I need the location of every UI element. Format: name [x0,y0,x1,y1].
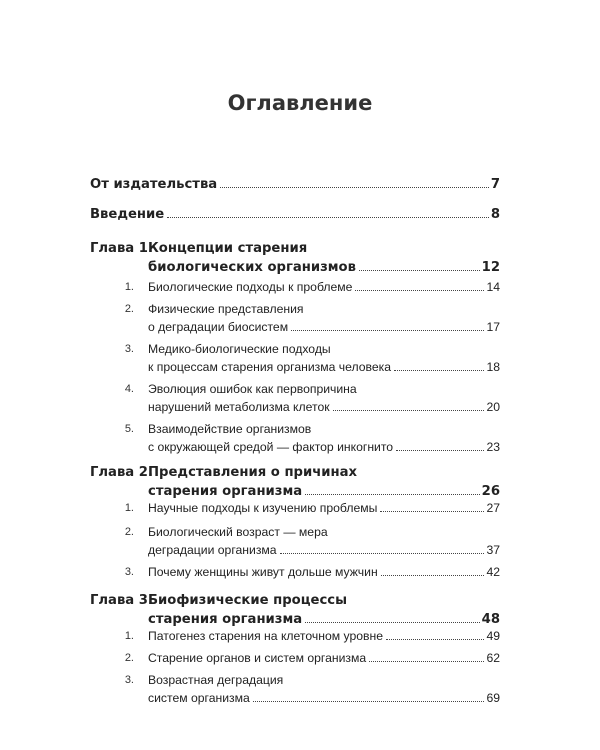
page-number: 27 [486,501,500,515]
dot-leader [359,270,480,271]
page-number: 48 [481,612,500,627]
chapter-label: Глава 3. [90,593,153,608]
section-number: 3. [124,674,134,686]
section-number: 3. [124,343,134,355]
page-number: 26 [481,484,500,499]
page-number: 37 [486,543,500,557]
entry-title: Старение органов и систем организма [148,651,367,665]
entry-title: с окружающей средой — фактор инкогнито [148,440,394,454]
dot-leader [386,639,484,640]
entry-title: Введение [90,207,165,222]
entry-title: биологических организмов [148,260,356,275]
chapter-title[interactable]: Биофизические процессы [148,593,348,608]
section-number: 1. [124,281,134,293]
section-title[interactable]: Эволюция ошибок как первопричина [148,382,357,396]
page-number: 8 [490,207,500,222]
section-title[interactable]: Возрастная деградация [148,673,284,687]
entry-title: о деградации биосистем [148,320,289,334]
page-number: 69 [486,691,500,705]
entry-title: Биологические подходы к проблеме [148,280,353,294]
entry-title: деградации организма [148,543,277,557]
section-number: 1. [124,630,134,642]
dot-leader [167,217,489,218]
page-number: 12 [481,260,500,275]
page-title: Оглавление [227,91,373,115]
entry-title: нарушений метаболизма клеток [148,400,330,414]
page-number: 49 [486,629,500,643]
toc-entry-section[interactable] [148,565,500,579]
toc-entry-section[interactable] [148,543,500,557]
section-title[interactable]: Взаимодействие организмов [148,422,312,436]
toc-entry-section[interactable] [148,440,500,454]
entry-title: старения организма [148,612,303,627]
page-number: 23 [486,440,500,454]
section-number: 4. [124,383,134,395]
dot-leader [355,290,484,291]
dot-leader [291,330,484,331]
entry-title: Почему женщины живут дольше мужчин [148,565,378,579]
toc-entry-section[interactable] [148,691,500,705]
dot-leader [305,622,480,623]
dot-leader [333,410,485,411]
page-number: 20 [486,400,500,414]
entry-title: Научные подходы к изучению проблемы [148,501,378,515]
dot-leader [394,370,484,371]
toc-entry-section[interactable] [148,629,500,643]
page-number: 7 [490,177,500,192]
chapter-title[interactable]: Концепции старения [148,241,308,256]
toc-entry-section[interactable] [148,320,500,334]
section-number: 5. [124,423,134,435]
toc-entry-section[interactable] [148,501,500,515]
toc-entry-front[interactable] [90,207,500,222]
section-number: 1. [124,502,134,514]
toc-entry-section[interactable] [148,651,500,665]
page-number: 14 [486,280,500,294]
toc-entry-section[interactable] [148,360,500,374]
section-title[interactable]: Биологический возраст — мера [148,525,328,539]
chapter-label: Глава 2. [90,465,153,480]
dot-leader [280,553,485,554]
toc-entry-section[interactable] [148,280,500,294]
dot-leader [380,511,484,512]
dot-leader [396,450,484,451]
chapter-title[interactable]: Представления о причинах [148,465,358,480]
chapter-label: Глава 1. [90,241,153,256]
entry-title: Патогенез старения на клеточном уровне [148,629,383,643]
toc-entry-front[interactable] [90,177,500,192]
page-number: 17 [486,320,500,334]
toc-entry-chapter[interactable] [148,612,500,627]
section-number: 3. [124,566,134,578]
dot-leader [381,575,485,576]
dot-leader [305,494,480,495]
entry-title: к процессам старения организма человека [148,360,392,374]
entry-title: систем организма [148,691,250,705]
section-title[interactable]: Физические представления [148,302,304,316]
section-number: 2. [124,303,134,315]
entry-title: От издательства [90,177,218,192]
section-title[interactable]: Медико-биологические подходы [148,342,331,356]
dot-leader [253,701,485,702]
section-number: 2. [124,526,134,538]
toc-entry-chapter[interactable] [148,484,500,499]
toc-entry-chapter[interactable] [148,260,500,275]
page-number: 62 [486,651,500,665]
toc-entry-section[interactable] [148,400,500,414]
page-number: 18 [486,360,500,374]
dot-leader [369,661,484,662]
entry-title: старения организма [148,484,303,499]
dot-leader [220,187,489,188]
page-number: 42 [486,565,500,579]
section-number: 2. [124,652,134,664]
